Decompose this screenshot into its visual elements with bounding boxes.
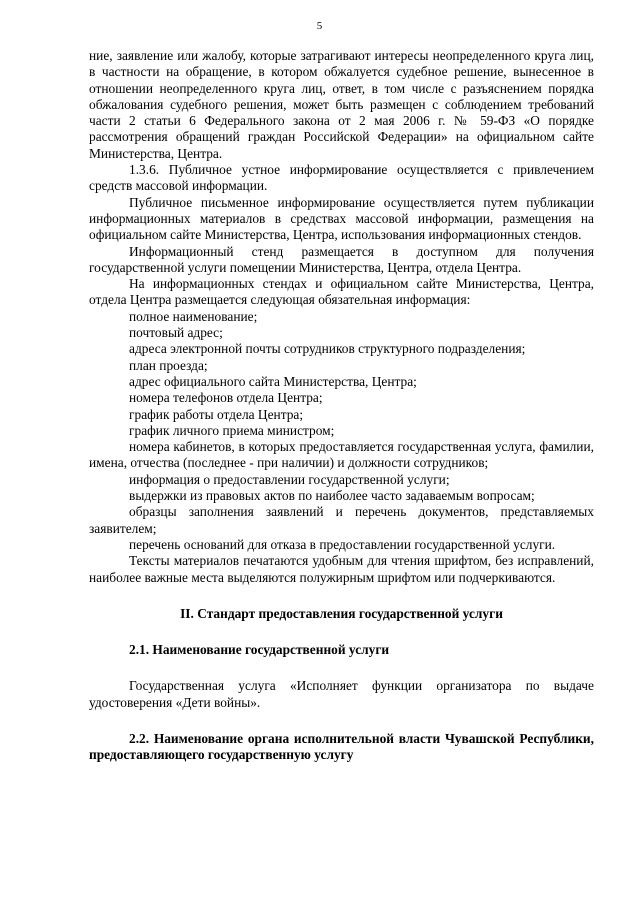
section-title: II. Стандарт предоставления государственной услуги (180, 605, 503, 621)
subsection-title: 2.2. Наименование органа исполнительной власти Чувашской Республики, предоставляющего государственную услугу (89, 730, 594, 763)
list-item: номера телефонов отдела Центра; (129, 390, 323, 406)
list-item: почтовый адрес; (129, 325, 223, 341)
paragraph: ние, заявление или жалобу, которые затрагивают интересы неопределенного круга лиц, в частности на обращение, в котором обжалуется судебное решение, вынесенное в отношении неопределенного круга лиц, ответ, в том числе с разъяснением порядка обжалования судебного решения, может быть размещен с соблюдением требований части 2 статьи 6 Федерального закона от 2 мая 2006 г. № 59-ФЗ «О порядке рассмотрения обращений граждан Российской Федерации» на официальном сайте Министерства, Центра. (89, 48, 594, 161)
paragraph: Тексты материалов печатаются удобным для чтения шрифтом, без исправлений, наиболее важные места выделяются полужирным шрифтом или подчеркиваются. (89, 553, 594, 585)
list-item: график работы отдела Центра; (129, 406, 304, 422)
list-item: номера кабинетов, в которых предоставляется государственная услуга, фамилии, имена, отчества (последнее - при наличии) и должности сотрудников; (89, 439, 594, 471)
paragraph: Публичное письменное информирование осуществляется путем публикации информационных материалов в средствах массовой информации, размещения на официальном сайте Министерства, Центра, использования информационных стендов. (89, 194, 594, 243)
subsection-title: 2.1. Наименование государственной услуги (129, 642, 390, 658)
paragraph: 1.3.6. Публичное устное информирование осуществляется с привлечением средств массовой информации. (89, 162, 594, 194)
paragraph: Государственная услуга «Исполняет функции организатора по выдаче удостоверения «Дети войны». (89, 678, 594, 710)
list-item: полное наименование; (129, 308, 258, 324)
list-item: образцы заполнения заявлений и перечень документов, представляемых заявителем; (89, 504, 594, 536)
page-number: 5 (316, 20, 323, 32)
paragraph: Информационный стенд размещается в доступном для получения государственной услуги помещении Министерства, Центра, отдела Центра. (89, 243, 594, 275)
list-item: план проезда; (129, 357, 208, 373)
paragraph: На информационных стендах и официальном сайте Министерства, Центра, отдела Центра размещается следующая обязательная информация: (89, 276, 594, 308)
list-item: адреса электронной почты сотрудников структурного подразделения; (129, 341, 526, 357)
list-item: адрес официального сайта Министерства, Центра; (129, 373, 417, 389)
list-item: график личного приема министром; (129, 422, 335, 438)
list-item: выдержки из правовых актов по наиболее часто задаваемым вопросам; (129, 488, 535, 504)
list-item: информация о предоставлении государственной услуги; (129, 471, 450, 487)
document-body (89, 48, 594, 764)
list-item: перечень оснований для отказа в предоставлении государственной услуги. (129, 536, 556, 552)
